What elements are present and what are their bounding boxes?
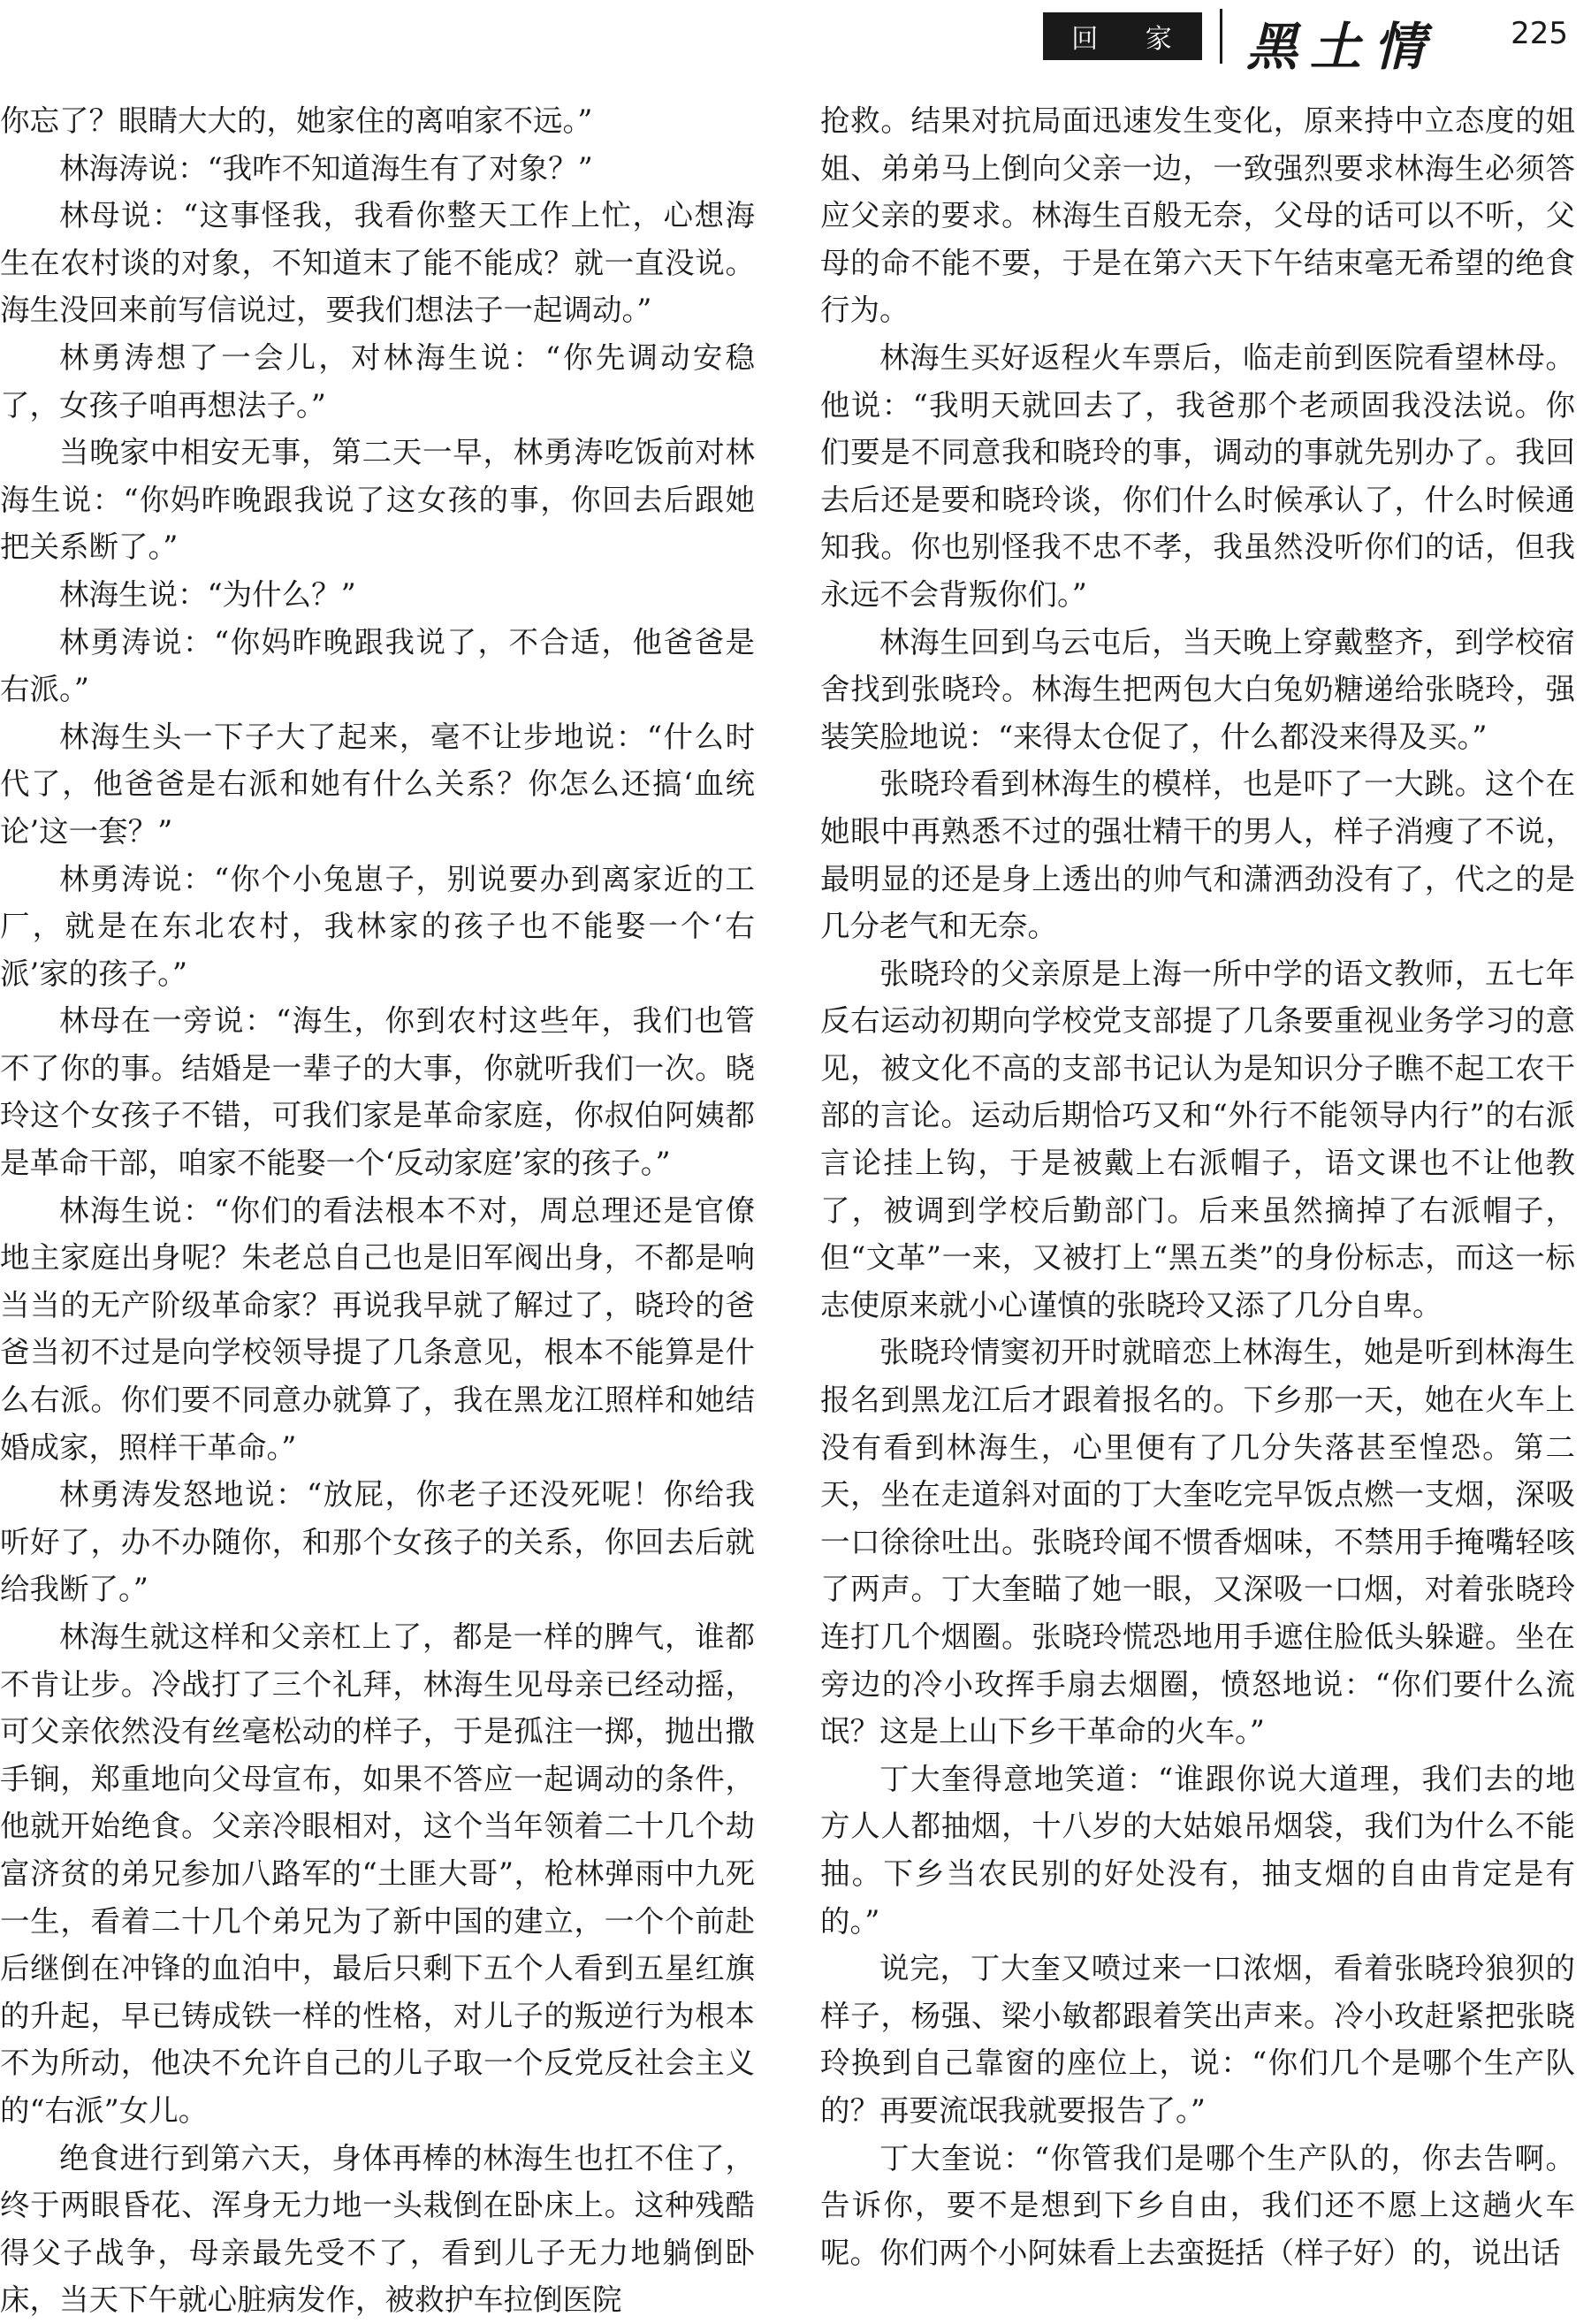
page-number: 225: [1511, 16, 1568, 51]
section-label: 回 家: [1043, 12, 1202, 60]
paragraph: 当晚家中相安无事，第二天一早，林勇涛吃饭前对林海生说：“你妈昨晚跟我说了这女孩的事，你回去后跟她把关系断了。”: [0, 435, 755, 565]
paragraph: 抢救。结果对抗局面迅速发生变化，原来持中立态度的姐姐、弟弟马上倒向父亲一边，一致强烈要求林海生必须答应父亲的要求。林海生百般无奈，父母的话可以不听，父母的命不能不要，于是在第六天下午结束毫无希望的绝食行为。: [820, 103, 1575, 328]
paragraph: 林海涛说：“我咋不知道海生有了对象？”: [59, 150, 593, 186]
paragraph: 张晓玲看到林海生的模样，也是吓了一大跳。这个在她眼中再熟悉不过的强壮精干的男人，样子消瘦了不说，最明显的还是身上透出的帅气和潇洒劲没有了，代之的是几分老气和无奈。: [820, 766, 1575, 944]
paragraph: 说完，丁大奎又喷过来一口浓烟，看着张晓玲狼狈的样子，杨强、梁小敏都跟着笑出声来。冷小玫赶紧把张晓玲换到自己靠窗的座位上，说：“你们几个是哪个生产队的？再要流氓我就要报告了。”: [820, 1951, 1575, 2128]
paragraph: 张晓玲情窦初开时就暗恋上林海生，她是听到林海生报名到黑龙江后才跟着报名的。下乡那一天，她在火车上没有看到林海生，心里便有了几分失落甚至惶恐。第二天，坐在走道斜对面的丁大奎吃完早饭点燃一支烟，深吸一口徐徐吐出。张晓玲闻不惯香烟味，不禁用手掩嘴轻咳了两声。丁大奎瞄了她一眼，又深吸一口烟，对着张晓玲连打几个烟圈。张晓玲慌恐地用手遮住脸低头躲避。坐在旁边的冷小玫挥手扇去烟圈，愤怒地说：“你们要什么流氓？这是上山下乡干革命的火车。”: [820, 1335, 1575, 1749]
paragraph: 林勇涛说：“你妈昨晚跟我说了，不合适，他爸爸是右派。”: [0, 624, 755, 707]
header-divider: [1220, 9, 1222, 64]
left-column: [0, 97, 755, 2324]
paragraph: 丁大奎说：“你管我们是哪个生产队的，你去告啊。告诉你，要不是想到下乡自由，我们还不愿上这趟火车呢。你们两个小阿妹看上去蛮挺括（样子好）的，说出话: [820, 2140, 1575, 2270]
paragraph: 林海生说：“你们的看法根本不对，周总理还是官僚地主家庭出身呢？朱老总自己也是旧军阀出身，不都是响当当的无产阶级革命家？再说我早就了解过了，晓玲的爸爸当初不过是向学校领导提了几条意见，根本不能算是什么右派。你们要不同意办就算了，我在黑龙江照样和她结婚成家，照样干革命。”: [0, 1192, 755, 1465]
paragraph: 绝食进行到第六天，身体再棒的林海生也扛不住了，终于两眼昏花、浑身无力地一头栽倒在卧床上。这种残酷得父子战争，母亲最先受不了，看到儿子无力地躺倒卧床，当天下午就心脏病发作，被救护车拉倒医院: [0, 2140, 755, 2318]
paragraph: 林勇涛说：“你个小兔崽子，别说要办到离家近的工厂，就是在东北农村，我林家的孩子也不能娶一个‘右派’家的孩子。”: [0, 861, 755, 991]
paragraph: 林海生说：“为什么？”: [59, 576, 356, 612]
paragraph: 林勇涛想了一会儿，对林海生说：“你先调动安稳了，女孩子咱再想法子。”: [0, 339, 755, 423]
paragraph: 林海生头一下子大了起来，毫不让步地说：“什么时代了，他爸爸是右派和她有什么关系？你怎么还搞‘血统论’这一套？”: [0, 719, 755, 849]
paragraph: 林海生就这样和父亲杠上了，都是一样的脾气，谁都不肯让步。冷战打了三个礼拜，林海生见母亲已经动摇，可父亲依然没有丝毫松动的样子，于是孤注一掷，抛出撒手锏，郑重地向父母宣布，如果不答应一起调动的条件，他就开始绝食。父亲冷眼相对，这个当年领着二十几个劫富济贫的弟兄参加八路军的“土匪大哥”，枪林弹雨中九死一生，看着二十几个弟兄为了新中国的建立，一个个前赴后继倒在冲锋的血泊中，最后只剩下五个人看到五星红旗的升起，早已铸成铁一样的性格，对儿子的叛逆行为根本不为所动，他决不允许自己的儿子取一个反党反社会主义的“右派”女儿。: [0, 1619, 755, 2128]
paragraph: 你忘了？眼睛大大的，她家住的离咱家不远。”: [0, 103, 593, 138]
paragraph: 张晓玲的父亲原是上海一所中学的语文教师，五七年反右运动初期向学校党支部提了几条要重视业务学习的意见，被文化不高的支部书记认为是知识分子瞧不起工农干部的言论。运动后期恰巧又和“外行不能领导内行”的右派言论挂上钩，于是被戴上右派帽子，语文课也不让他教了，被调到学校后勤部门。后来虽然摘掉了右派帽子，但“文革”一来，又被打上“黑五类”的身份标志，而这一标志使原来就小心谨慎的张晓玲又添了几分自卑。: [820, 956, 1575, 1322]
paragraph: 林勇涛发怒地说：“放屁，你老子还没死呢！你给我听好了，办不办随你，和那个女孩子的关系，你回去后就给我断了。”: [0, 1477, 755, 1607]
paragraph: 林海生回到乌云屯后，当天晚上穿戴整齐，到学校宿舍找到张晓玲。林海生把两包大白兔奶糖递给张晓玲，强装笑脸地说：“来得太仓促了，什么都没来得及买。”: [820, 624, 1575, 754]
paragraph: 林海生买好返程火车票后，临走前到医院看望林母。他说：“我明天就回去了，我爸那个老顽固我没法说。你们要是不同意我和晓玲的事，调动的事就先别办了。我回去后还是要和晓玲谈，你们什么时候承认了，什么时候通知我。你也别怪我不忠不孝，我虽然没听你们的话，但我永远不会背叛你们。”: [820, 339, 1575, 612]
paragraph: 林母说：“这事怪我，我看你整天工作上忙，心想海生在农村谈的对象，不知道末了能不能成？就一直没说。海生没回来前写信说过，要我们想法子一起调动。”: [0, 198, 755, 328]
paragraph: 丁大奎得意地笑道：“谁跟你说大道理，我们去的地方人人都抽烟，十八岁的大姑娘吊烟袋，我们为什么不能抽。下乡当农民别的好处没有，抽支烟的自由肯定是有的。”: [820, 1761, 1575, 1939]
magazine-title: 黑土情: [1246, 17, 1438, 77]
paragraph: 林母在一旁说：“海生，你到农村这些年，我们也管不了你的事。结婚是一辈子的大事，你就听我们一次。晓玲这个女孩子不错，可我们家是革命家庭，你叔伯阿姨都是革命干部，咱家不能娶一个‘反动家庭’家的孩子。”: [0, 1003, 755, 1181]
page-header: [0, 0, 1591, 77]
right-column: [820, 97, 1575, 2276]
